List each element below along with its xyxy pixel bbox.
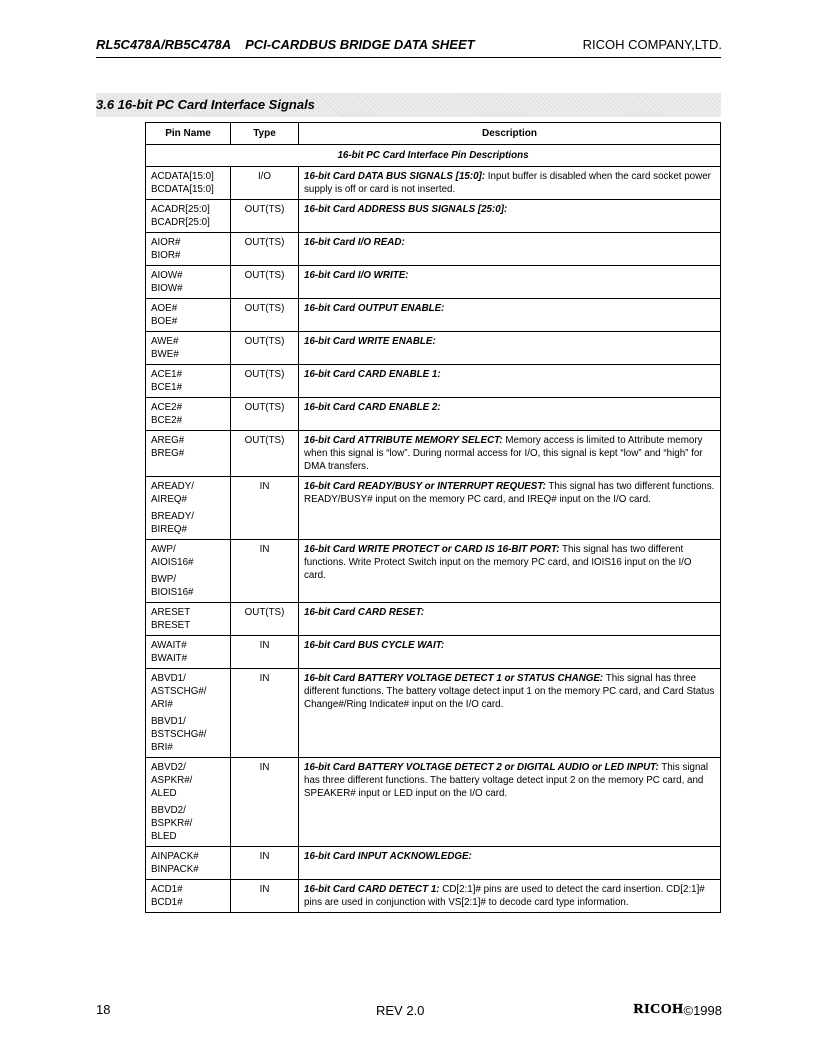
signal-description-text: CD[2:1]# pins are used to detect the card insertion. CD[2:1]# pins are used in conjunction with VS[2:1]# to decode card type information. bbox=[304, 884, 705, 908]
signal-description-text: Memory access is limited to Attribute memory when this signal is “low”. During normal access for I/O, this signal is kept “low” and “high” for DMA transfers. bbox=[304, 435, 703, 472]
pin-type: OUT(TS) bbox=[231, 365, 299, 398]
signal-description-text: This signal has two different functions. Write Protect Switch input on the memory PC card, and IOIS16 input on the I/O card. bbox=[304, 544, 692, 581]
pin-name: ACADR[25:0] bbox=[151, 204, 210, 215]
pin-name: BRESET bbox=[151, 620, 191, 631]
footer-brand bbox=[634, 1002, 722, 1018]
page-number: 18 bbox=[96, 1002, 111, 1017]
part-number: RL5C478A/RB5C478A bbox=[96, 37, 232, 52]
pin-name: AIOIS16# bbox=[151, 557, 194, 568]
description-header: Description bbox=[299, 123, 721, 145]
table-row bbox=[146, 758, 721, 847]
table-row bbox=[146, 880, 721, 913]
pin-name: BCADR[25:0] bbox=[151, 217, 210, 228]
pin-name-cell bbox=[146, 398, 231, 431]
signal-title: 16-bit Card CARD DETECT 1: bbox=[304, 884, 440, 895]
pin-type: OUT(TS) bbox=[231, 398, 299, 431]
pin-type: IN bbox=[231, 758, 299, 847]
signal-title: 16-bit Card READY/BUSY or INTERRUPT REQUEST: bbox=[304, 481, 546, 492]
doc-title: PCI-CARDBUS BRIDGE DATA SHEET bbox=[245, 37, 475, 52]
pin-name: ACD1# bbox=[151, 884, 183, 895]
signal-title: 16-bit Card CARD RESET: bbox=[304, 607, 425, 618]
copyright: ©1998 bbox=[683, 1002, 722, 1018]
pin-name: BCE1# bbox=[151, 382, 183, 393]
pin-type: OUT(TS) bbox=[231, 266, 299, 299]
pin-type: OUT(TS) bbox=[231, 299, 299, 332]
pin-name-cell bbox=[146, 540, 231, 603]
pin-name: ARESET bbox=[151, 607, 191, 618]
pin-description bbox=[299, 477, 721, 540]
pin-name: ALED bbox=[151, 788, 177, 799]
pin-name-cell bbox=[146, 669, 231, 758]
header-rule bbox=[96, 57, 721, 58]
pin-description bbox=[299, 365, 721, 398]
pin-description bbox=[299, 669, 721, 758]
pin-description bbox=[299, 200, 721, 233]
pin-name: ASPKR#/ bbox=[151, 775, 193, 786]
pin-name: ACE1# bbox=[151, 369, 183, 380]
pin-name-cell bbox=[146, 233, 231, 266]
pin-name: AOE# bbox=[151, 303, 178, 314]
signal-title: 16-bit Card WRITE PROTECT or CARD IS 16-BIT PORT: bbox=[304, 544, 560, 555]
table-row bbox=[146, 266, 721, 299]
signal-title: 16-bit Card CARD ENABLE 2: bbox=[304, 402, 441, 413]
pin-name: AWP/ bbox=[151, 544, 176, 555]
table-row bbox=[146, 365, 721, 398]
pin-type: IN bbox=[231, 880, 299, 913]
pin-name: BCD1# bbox=[151, 897, 183, 908]
pin-type: IN bbox=[231, 540, 299, 603]
pin-type: IN bbox=[231, 669, 299, 758]
pin-name-cell bbox=[146, 299, 231, 332]
pin-description bbox=[299, 332, 721, 365]
pin-table bbox=[145, 122, 721, 913]
signal-title: 16-bit Card BUS CYCLE WAIT: bbox=[304, 640, 445, 651]
table-row bbox=[146, 540, 721, 603]
pin-name: BLED bbox=[151, 831, 177, 842]
signal-title: 16-bit Card CARD ENABLE 1: bbox=[304, 369, 441, 380]
pin-description bbox=[299, 603, 721, 636]
pin-name: BREADY/ bbox=[151, 511, 195, 522]
pin-name: ASTSCHG#/ bbox=[151, 686, 207, 697]
pin-type: IN bbox=[231, 847, 299, 880]
table-row bbox=[146, 233, 721, 266]
signal-title: 16-bit Card BATTERY VOLTAGE DETECT 1 or STATUS CHANGE: bbox=[304, 673, 604, 684]
company-name: RICOH COMPANY,LTD. bbox=[582, 37, 722, 52]
signal-description-text: This signal has two different functions. READY/BUSY# input on the memory PC card, and IREQ# input on the I/O card. bbox=[304, 481, 715, 505]
pin-name-cell bbox=[146, 365, 231, 398]
pin-name: BCE2# bbox=[151, 415, 183, 426]
signal-title: 16-bit Card I/O READ: bbox=[304, 237, 405, 248]
pin-name-cell bbox=[146, 167, 231, 200]
table-row bbox=[146, 398, 721, 431]
section-heading bbox=[96, 93, 721, 117]
pin-description bbox=[299, 847, 721, 880]
pin-type: IN bbox=[231, 636, 299, 669]
signal-title: 16-bit Card ATTRIBUTE MEMORY SELECT: bbox=[304, 435, 503, 446]
signal-title: 16-bit Card BATTERY VOLTAGE DETECT 2 or DIGITAL AUDIO or LED INPUT: bbox=[304, 762, 659, 773]
signal-title: 16-bit Card WRITE ENABLE: bbox=[304, 336, 436, 347]
pin-description bbox=[299, 167, 721, 200]
table-subheader-row bbox=[146, 145, 721, 167]
table-row bbox=[146, 603, 721, 636]
pin-description bbox=[299, 758, 721, 847]
pin-name: BIREQ# bbox=[151, 524, 187, 535]
pin-description bbox=[299, 880, 721, 913]
table-subheader: 16-bit PC Card Interface Pin Descriptions bbox=[146, 145, 721, 167]
table-row bbox=[146, 477, 721, 540]
table-body bbox=[146, 145, 721, 913]
pin-name-cell bbox=[146, 431, 231, 477]
pin-type: OUT(TS) bbox=[231, 431, 299, 477]
pin-name-cell bbox=[146, 880, 231, 913]
pin-name: BCDATA[15:0] bbox=[151, 184, 214, 195]
pin-name: BIOW# bbox=[151, 283, 183, 294]
pin-description bbox=[299, 299, 721, 332]
pin-name: BWAIT# bbox=[151, 653, 188, 664]
pin-name-cell bbox=[146, 332, 231, 365]
pin-type: OUT(TS) bbox=[231, 332, 299, 365]
pin-name-cell bbox=[146, 477, 231, 540]
revision: REV 2.0 bbox=[376, 1003, 425, 1018]
pin-name: BINPACK# bbox=[151, 864, 199, 875]
signal-description-text: Input buffer is disabled when the card socket power supply is off or card is not inserted. bbox=[304, 171, 711, 195]
pin-name: ABVD2/ bbox=[151, 762, 186, 773]
pin-name: BSPKR#/ bbox=[151, 818, 193, 829]
pin-name: AIOR# bbox=[151, 237, 181, 248]
pin-name: BWP/ bbox=[151, 574, 177, 585]
pin-name: AREG# bbox=[151, 435, 185, 446]
pin-name-header: Pin Name bbox=[146, 123, 231, 145]
pin-name: BWE# bbox=[151, 349, 179, 360]
pin-description bbox=[299, 540, 721, 603]
pin-description bbox=[299, 398, 721, 431]
pin-name: BOE# bbox=[151, 316, 178, 327]
pin-name: BIOIS16# bbox=[151, 587, 194, 598]
pin-name-cell bbox=[146, 603, 231, 636]
pin-name: ARI# bbox=[151, 699, 173, 710]
pin-type: IN bbox=[231, 477, 299, 540]
pin-name: BBVD1/ bbox=[151, 716, 186, 727]
signal-description-text: This signal has three different functions. The battery voltage detect input 1 on the memory PC card, and Card Status Change#/Ring Indicate# input on the I/O card. bbox=[304, 673, 715, 710]
pin-description bbox=[299, 636, 721, 669]
pin-name-cell bbox=[146, 636, 231, 669]
pin-name: AWE# bbox=[151, 336, 179, 347]
table-row bbox=[146, 431, 721, 477]
table-row bbox=[146, 636, 721, 669]
table-row bbox=[146, 167, 721, 200]
pin-type: OUT(TS) bbox=[231, 233, 299, 266]
pin-type: OUT(TS) bbox=[231, 603, 299, 636]
pin-name: BREG# bbox=[151, 448, 185, 459]
signal-title: 16-bit Card INPUT ACKNOWLEDGE: bbox=[304, 851, 472, 862]
table-row bbox=[146, 332, 721, 365]
table-row bbox=[146, 200, 721, 233]
pin-name-cell bbox=[146, 847, 231, 880]
pin-name: BRI# bbox=[151, 742, 173, 753]
pin-name-cell bbox=[146, 200, 231, 233]
pin-name-cell bbox=[146, 266, 231, 299]
pin-description bbox=[299, 266, 721, 299]
pin-type: I/O bbox=[231, 167, 299, 200]
pin-name: ABVD1/ bbox=[151, 673, 186, 684]
pin-name: ACE2# bbox=[151, 402, 183, 413]
section-title: 3.6 16-bit PC Card Interface Signals bbox=[96, 97, 315, 112]
ricoh-logo: RICOH bbox=[633, 1002, 684, 1017]
signal-title: 16-bit Card OUTPUT ENABLE: bbox=[304, 303, 445, 314]
pin-name: BBVD2/ bbox=[151, 805, 186, 816]
pin-name: AREADY/ bbox=[151, 481, 195, 492]
pin-description bbox=[299, 431, 721, 477]
table-row bbox=[146, 847, 721, 880]
pin-name: AWAIT# bbox=[151, 640, 187, 651]
signal-title: 16-bit Card DATA BUS SIGNALS [15:0]: bbox=[304, 171, 486, 182]
pin-name: BIOR# bbox=[151, 250, 181, 261]
table-row bbox=[146, 299, 721, 332]
pin-name: ACDATA[15:0] bbox=[151, 171, 214, 182]
signal-description-text: This signal has three different functions. The battery voltage detect input 2 on the memory PC card, and SPEAKER# input or LED input on the I/O card. bbox=[304, 762, 709, 799]
pin-name: AINPACK# bbox=[151, 851, 199, 862]
pin-name: AIREQ# bbox=[151, 494, 187, 505]
signal-title: 16-bit Card ADDRESS BUS SIGNALS [25:0]: bbox=[304, 204, 508, 215]
pin-description bbox=[299, 233, 721, 266]
pin-name: BSTSCHG#/ bbox=[151, 729, 207, 740]
table-row bbox=[146, 669, 721, 758]
pin-name: AIOW# bbox=[151, 270, 183, 281]
signal-title: 16-bit Card I/O WRITE: bbox=[304, 270, 409, 281]
pin-type: OUT(TS) bbox=[231, 200, 299, 233]
type-header: Type bbox=[231, 123, 299, 145]
pin-name-cell bbox=[146, 758, 231, 847]
header-title bbox=[96, 37, 475, 52]
table-header-row bbox=[146, 123, 721, 145]
